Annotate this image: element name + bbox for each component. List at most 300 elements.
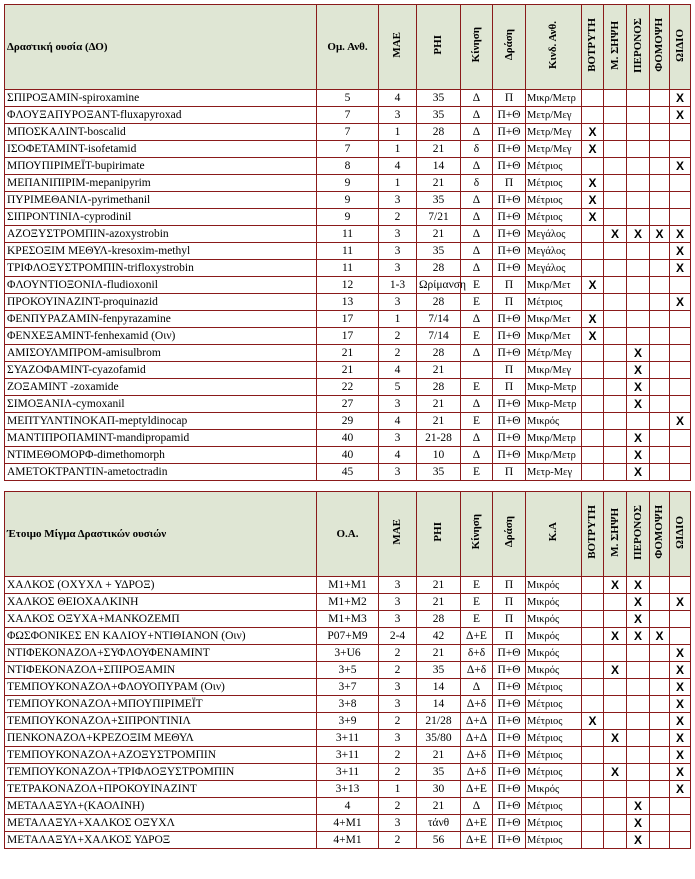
downy-mildew-cell [627, 747, 650, 764]
movement-cell: Δ [461, 345, 493, 362]
substance-cell: ΝΤΙΦΕΚΟΝΑΖΟΛ+ΣΠΙΡΟΞΑΜΙΝ [5, 662, 317, 679]
botrytis-cell: X [582, 277, 604, 294]
header2-powdery-mildew [670, 492, 691, 577]
risk-cell: Μικρ/Μετρ [526, 430, 582, 447]
risk-cell: Μικρ/Μετ [526, 311, 582, 328]
downy-mildew-cell: X [627, 464, 650, 481]
risk-cell: Μέτριος [526, 713, 582, 730]
group-cell: 29 [317, 413, 379, 430]
action-cell: Π+Θ [493, 662, 526, 679]
table-row [5, 611, 691, 628]
substance-cell: ΣΠΙΡΟΞΑΜΙΝ-spiroxamine [5, 90, 317, 107]
downy-mildew-cell: X [627, 447, 650, 464]
table1-header-row [5, 5, 691, 90]
black-rot-cell [604, 430, 627, 447]
substance-cell: ΠΕΝΚΟΝΑΖΟΛ+ΚΡΕΖΟΞΙΜ ΜΕΘΥΛ [5, 730, 317, 747]
powdery-mildew-cell: X [670, 243, 691, 260]
phi-cell: 7/21 [417, 209, 461, 226]
botrytis-cell [582, 226, 604, 243]
botrytis-cell [582, 430, 604, 447]
powdery-mildew-cell: X [670, 294, 691, 311]
risk-cell: Μικρ/Μεγ [526, 362, 582, 379]
mae-cell: 2 [379, 662, 417, 679]
group-cell: 3+9 [317, 713, 379, 730]
phi-cell: 35 [417, 464, 461, 481]
action-cell: Π+Θ [493, 747, 526, 764]
downy-mildew-cell [627, 730, 650, 747]
powdery-mildew-cell: X [670, 747, 691, 764]
mae-cell: 3 [379, 611, 417, 628]
mae-cell: 5 [379, 379, 417, 396]
substance-cell: ΦΩΣΦΟΝΙΚΕΣ ΕΝ ΚΑΛΙΟΥ+ΝΤΙΘΙΑΝΟΝ (Οιν) [5, 628, 317, 645]
group-cell: 11 [317, 226, 379, 243]
header2-group: Ο.Α. [317, 492, 379, 577]
header-botrytis [582, 5, 604, 90]
action-cell: Π+Θ [493, 345, 526, 362]
downy-mildew-cell: X [627, 832, 650, 849]
movement-cell: Δ+Ε [461, 628, 493, 645]
risk-cell: Μέτριος [526, 798, 582, 815]
table-row [5, 645, 691, 662]
substance-cell: ΦΛΟΥΞΑΠΥΡΟΞΑΝΤ-fluxapyroxad [5, 107, 317, 124]
black-rot-cell [604, 379, 627, 396]
phomopsis-cell [650, 730, 670, 747]
downy-mildew-cell [627, 277, 650, 294]
action-cell: Π+Θ [493, 730, 526, 747]
risk-cell: Μεγάλος [526, 260, 582, 277]
group-cell: 8 [317, 158, 379, 175]
black-rot-cell [604, 362, 627, 379]
powdery-mildew-cell [670, 611, 691, 628]
phomopsis-cell [650, 345, 670, 362]
botrytis-cell [582, 396, 604, 413]
substance-cell: ΤΕΜΠΟΥΚΟΝΑΖΟΛ+ΤΡΙΦΛΟΞΥΣΤΡΟΜΠΙΝ [5, 764, 317, 781]
risk-cell: Μικρ/Μετρ [526, 90, 582, 107]
phi-cell: 56 [417, 832, 461, 849]
downy-mildew-cell [627, 781, 650, 798]
substance-cell: ΤΕΜΠΟΥΚΟΝΑΖΟΛ+ΦΛΟΥΟΠΥΡΑΜ (Οιν) [5, 679, 317, 696]
phomopsis-cell [650, 662, 670, 679]
black-rot-cell [604, 747, 627, 764]
botrytis-cell: X [582, 328, 604, 345]
phi-cell: Ωρίμανση [417, 277, 461, 294]
black-rot-cell [604, 107, 627, 124]
movement-cell: Ε [461, 277, 493, 294]
movement-cell: Δ+δ [461, 747, 493, 764]
substance-cell: ΤΡΙΦΛΟΞΥΣΤΡΟΜΠΙΝ-trifloxystrobin [5, 260, 317, 277]
header-movement-label: Κίνηση [470, 27, 482, 63]
phomopsis-cell [650, 294, 670, 311]
table-row [5, 277, 691, 294]
risk-cell: Μέτριος [526, 696, 582, 713]
phomopsis-cell [650, 713, 670, 730]
powdery-mildew-cell: X [670, 107, 691, 124]
powdery-mildew-cell [670, 362, 691, 379]
powdery-mildew-cell [670, 192, 691, 209]
mae-cell: 2-4 [379, 628, 417, 645]
risk-cell: Μέτριος [526, 209, 582, 226]
action-cell: Π+Θ [493, 226, 526, 243]
header-phomopsis-label: ΦΟΜΟΨΗ [653, 18, 665, 72]
botrytis-cell [582, 815, 604, 832]
header2-black-rot [604, 492, 627, 577]
mae-cell: 3 [379, 577, 417, 594]
movement-cell: Δ [461, 209, 493, 226]
action-cell: Π [493, 362, 526, 379]
substance-cell: ΦΛΟΥΝΤΙΟΞΟΝΙΛ-fludioxonil [5, 277, 317, 294]
phi-cell: 21 [417, 362, 461, 379]
downy-mildew-cell [627, 192, 650, 209]
group-cell: 7 [317, 141, 379, 158]
mae-cell: 2 [379, 764, 417, 781]
mae-cell: 3 [379, 815, 417, 832]
header2-powdery-mildew-label: ΩΙΔΙΟ [673, 515, 686, 549]
table-row [5, 747, 691, 764]
powdery-mildew-cell: X [670, 158, 691, 175]
table-row [5, 662, 691, 679]
phomopsis-cell [650, 696, 670, 713]
group-cell: 3+11 [317, 764, 379, 781]
action-cell: Π+Θ [493, 430, 526, 447]
action-cell: Π+Θ [493, 764, 526, 781]
phi-cell: 21 [417, 577, 461, 594]
downy-mildew-cell [627, 175, 650, 192]
risk-cell: Μετρ-Μεγ [526, 464, 582, 481]
downy-mildew-cell: X [627, 815, 650, 832]
group-cell: 17 [317, 311, 379, 328]
group-cell: 9 [317, 175, 379, 192]
phomopsis-cell [650, 158, 670, 175]
action-cell: Π [493, 464, 526, 481]
black-rot-cell [604, 209, 627, 226]
header2-downy-mildew-label: ΠΕΡΟΝΟΣ [631, 504, 644, 560]
black-rot-cell [604, 158, 627, 175]
powdery-mildew-cell [670, 798, 691, 815]
black-rot-cell: X [604, 764, 627, 781]
black-rot-cell [604, 311, 627, 328]
downy-mildew-cell: X [627, 594, 650, 611]
downy-mildew-cell [627, 662, 650, 679]
action-cell: Π+Θ [493, 447, 526, 464]
table-row [5, 594, 691, 611]
downy-mildew-cell: X [627, 611, 650, 628]
mae-cell: 3 [379, 464, 417, 481]
botrytis-cell [582, 345, 604, 362]
movement-cell: Δ [461, 107, 493, 124]
risk-cell: Μετρ/Μεγ [526, 141, 582, 158]
phi-cell: 35 [417, 107, 461, 124]
phomopsis-cell [650, 747, 670, 764]
risk-cell: Μέτριος [526, 192, 582, 209]
powdery-mildew-cell [670, 277, 691, 294]
mae-cell: 3 [379, 260, 417, 277]
phomopsis-cell [650, 328, 670, 345]
table-row [5, 328, 691, 345]
action-cell: Π [493, 594, 526, 611]
group-cell: 13 [317, 294, 379, 311]
phomopsis-cell [650, 141, 670, 158]
mae-cell: 4 [379, 413, 417, 430]
powdery-mildew-cell [670, 832, 691, 849]
action-cell: Π+Θ [493, 781, 526, 798]
substance-cell: ΣΙΠΡΟΝΤΙΝΙΛ-cyprodinil [5, 209, 317, 226]
header-phomopsis [650, 5, 670, 90]
black-rot-cell [604, 243, 627, 260]
mae-cell: 2 [379, 798, 417, 815]
header-powdery-mildew [670, 5, 691, 90]
action-cell: Π+Θ [493, 328, 526, 345]
phi-cell: 10 [417, 447, 461, 464]
powdery-mildew-cell [670, 175, 691, 192]
powdery-mildew-cell: X [670, 594, 691, 611]
movement-cell: Δ [461, 226, 493, 243]
action-cell: Π [493, 175, 526, 192]
header2-risk-label: Κ.Α [547, 522, 559, 542]
powdery-mildew-cell: X [670, 764, 691, 781]
mae-cell: 1 [379, 141, 417, 158]
group-cell: M1+M2 [317, 594, 379, 611]
botrytis-cell [582, 107, 604, 124]
mae-cell: 2 [379, 832, 417, 849]
botrytis-cell [582, 832, 604, 849]
risk-cell: Μικρός [526, 628, 582, 645]
mae-cell: 2 [379, 209, 417, 226]
mae-cell: 1-3 [379, 277, 417, 294]
substance-cell: ΧΑΛΚΟΣ (ΟΧΥΧΛ + ΥΔΡΟΞ) [5, 577, 317, 594]
powdery-mildew-cell: X [670, 413, 691, 430]
phomopsis-cell [650, 90, 670, 107]
phomopsis-cell: X [650, 226, 670, 243]
table-row [5, 124, 691, 141]
black-rot-cell [604, 594, 627, 611]
botrytis-cell [582, 764, 604, 781]
group-cell: 11 [317, 243, 379, 260]
movement-cell: Δ [461, 124, 493, 141]
mae-cell: 3 [379, 594, 417, 611]
fungicide-table [4, 4, 691, 849]
botrytis-cell: X [582, 141, 604, 158]
powdery-mildew-cell: X [670, 781, 691, 798]
black-rot-cell: X [604, 662, 627, 679]
phomopsis-cell: X [650, 628, 670, 645]
black-rot-cell [604, 396, 627, 413]
powdery-mildew-cell: X [670, 713, 691, 730]
downy-mildew-cell: X [627, 379, 650, 396]
header2-phomopsis [650, 492, 670, 577]
powdery-mildew-cell [670, 141, 691, 158]
powdery-mildew-cell: X [670, 226, 691, 243]
phomopsis-cell [650, 277, 670, 294]
risk-cell: Μικρ/Μετρ [526, 447, 582, 464]
botrytis-cell [582, 464, 604, 481]
botrytis-cell: X [582, 175, 604, 192]
group-cell: 3+7 [317, 679, 379, 696]
substance-cell: ΧΑΛΚΟΣ ΟΞΥΧΑ+ΜΑΝΚΟΖΕΜΠ [5, 611, 317, 628]
downy-mildew-cell [627, 124, 650, 141]
group-cell: 9 [317, 209, 379, 226]
phomopsis-cell [650, 594, 670, 611]
risk-cell: Μικρ/Μετ [526, 277, 582, 294]
risk-cell: Μικρός [526, 781, 582, 798]
movement-cell: Δ [461, 311, 493, 328]
botrytis-cell [582, 294, 604, 311]
action-cell: Π+Θ [493, 815, 526, 832]
header2-mae [379, 492, 417, 577]
phi-cell: 21-28 [417, 430, 461, 447]
table-row [5, 396, 691, 413]
downy-mildew-cell [627, 413, 650, 430]
mae-cell: 3 [379, 696, 417, 713]
group-cell: 3+11 [317, 747, 379, 764]
substance-cell: ΙΣΟΦΕΤΑΜΙΝΤ-isofetamid [5, 141, 317, 158]
downy-mildew-cell [627, 294, 650, 311]
table-row [5, 158, 691, 175]
substance-cell: ΣΥΑΖΟΦΑΜΙΝΤ-cyazofamid [5, 362, 317, 379]
table-row [5, 577, 691, 594]
header2-movement [461, 492, 493, 577]
phomopsis-cell [650, 577, 670, 594]
botrytis-cell [582, 243, 604, 260]
header2-action [493, 492, 526, 577]
mae-cell: 3 [379, 396, 417, 413]
substance-cell: ΜΕΠΑΝΙΠΙΡΙΜ-mepanipyrim [5, 175, 317, 192]
mae-cell: 3 [379, 192, 417, 209]
group-cell: 3+U6 [317, 645, 379, 662]
black-rot-cell [604, 798, 627, 815]
risk-cell: Μετρ/Μεγ [526, 124, 582, 141]
movement-cell: Ε [461, 577, 493, 594]
action-cell: Π+Θ [493, 158, 526, 175]
phi-cell: 28 [417, 611, 461, 628]
group-cell: 22 [317, 379, 379, 396]
powdery-mildew-cell [670, 345, 691, 362]
substance-cell: ΦΕΝΠΥΡΑΖΑΜΙΝ-fenpyrazamine [5, 311, 317, 328]
movement-cell: Δ+Δ [461, 730, 493, 747]
header-downy-mildew [627, 5, 650, 90]
action-cell: Π+Θ [493, 243, 526, 260]
substance-cell: ΑΖΟΞΥΣΤΡΟΜΠΙΝ-azoxystrobin [5, 226, 317, 243]
black-rot-cell: X [604, 226, 627, 243]
phi-cell: 21 [417, 594, 461, 611]
substance-cell: ΜΑΝΤΙΠΡΟΠΑΜΙΝΤ-mandipropamid [5, 430, 317, 447]
mae-cell: 1 [379, 311, 417, 328]
header2-botrytis [582, 492, 604, 577]
mae-cell: 2 [379, 645, 417, 662]
mae-cell: 4 [379, 362, 417, 379]
table-row [5, 226, 691, 243]
phomopsis-cell [650, 209, 670, 226]
header2-black-rot-label: Μ. ΣΗΨΗ [608, 507, 621, 557]
action-cell: Π+Θ [493, 209, 526, 226]
table-row [5, 430, 691, 447]
table-gap-cell [5, 481, 691, 492]
movement-cell: Δ [461, 90, 493, 107]
movement-cell: Δ [461, 447, 493, 464]
risk-cell: Μικρός [526, 594, 582, 611]
botrytis-cell [582, 611, 604, 628]
mae-cell: 1 [379, 781, 417, 798]
phomopsis-cell [650, 464, 670, 481]
group-cell: 4+M1 [317, 815, 379, 832]
phi-cell: 21 [417, 798, 461, 815]
downy-mildew-cell [627, 696, 650, 713]
black-rot-cell [604, 328, 627, 345]
downy-mildew-cell [627, 260, 650, 277]
downy-mildew-cell: X [627, 345, 650, 362]
black-rot-cell [604, 124, 627, 141]
mae-cell: 1 [379, 124, 417, 141]
risk-cell: Μικρός [526, 413, 582, 430]
phi-cell: 14 [417, 696, 461, 713]
downy-mildew-cell [627, 158, 650, 175]
action-cell: Π [493, 611, 526, 628]
phi-cell: 35 [417, 764, 461, 781]
downy-mildew-cell [627, 764, 650, 781]
action-cell: Π [493, 577, 526, 594]
group-cell: 3+13 [317, 781, 379, 798]
powdery-mildew-cell: X [670, 260, 691, 277]
movement-cell: Δ [461, 396, 493, 413]
table-row [5, 107, 691, 124]
group-cell: 5 [317, 90, 379, 107]
action-cell: Π [493, 628, 526, 645]
substance-cell: ΜΠΟΥΠΙΡΙΜΕΪΤ-bupirimate [5, 158, 317, 175]
black-rot-cell [604, 679, 627, 696]
black-rot-cell: X [604, 577, 627, 594]
mae-cell: 4 [379, 447, 417, 464]
powdery-mildew-cell [670, 396, 691, 413]
phomopsis-cell [650, 413, 670, 430]
powdery-mildew-cell [670, 815, 691, 832]
table-row [5, 781, 691, 798]
botrytis-cell [582, 628, 604, 645]
risk-cell: Μέτρ/Μεγ [526, 345, 582, 362]
botrytis-cell: X [582, 124, 604, 141]
movement-cell: Δ+Ε [461, 781, 493, 798]
table-row [5, 628, 691, 645]
movement-cell: Δ [461, 679, 493, 696]
group-cell: 45 [317, 464, 379, 481]
botrytis-cell [582, 594, 604, 611]
movement-cell: Ε [461, 379, 493, 396]
risk-cell: Μετρ/Μεγ [526, 107, 582, 124]
downy-mildew-cell: X [627, 798, 650, 815]
risk-cell: Μικρός [526, 577, 582, 594]
table-row [5, 175, 691, 192]
botrytis-cell [582, 696, 604, 713]
phi-cell: 21 [417, 413, 461, 430]
black-rot-cell [604, 192, 627, 209]
substance-cell: ΜΕΤΑΛΑΞΥΛ+(ΚΑΟΛΙΝΗ) [5, 798, 317, 815]
risk-cell: Μεγάλος [526, 243, 582, 260]
risk-cell: Μέτριος [526, 747, 582, 764]
group-cell: P07+M9 [317, 628, 379, 645]
phomopsis-cell [650, 175, 670, 192]
black-rot-cell [604, 611, 627, 628]
black-rot-cell [604, 294, 627, 311]
action-cell: Π+Θ [493, 413, 526, 430]
phi-cell: 28 [417, 294, 461, 311]
action-cell: Π+Θ [493, 107, 526, 124]
mae-cell: 3 [379, 430, 417, 447]
group-cell: 27 [317, 396, 379, 413]
header-substance: Δραστική ουσία (ΔΟ) [5, 5, 317, 90]
downy-mildew-cell: X [627, 226, 650, 243]
mae-cell: 2 [379, 328, 417, 345]
phi-cell: 14 [417, 679, 461, 696]
phomopsis-cell [650, 679, 670, 696]
phomopsis-cell [650, 362, 670, 379]
